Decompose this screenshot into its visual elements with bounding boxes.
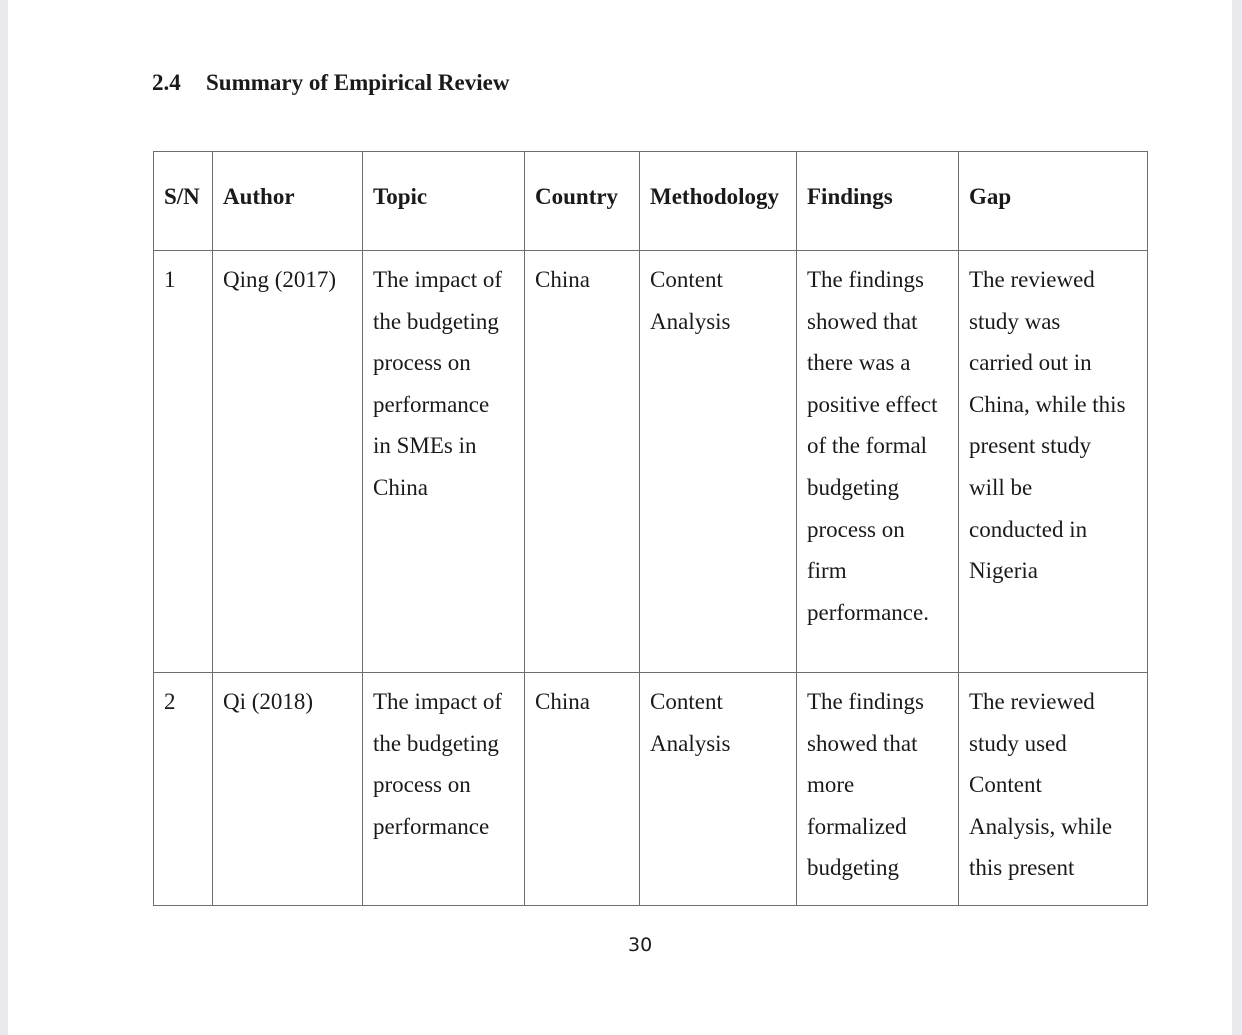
header-gap: Gap	[959, 152, 1148, 251]
header-author: Author	[213, 152, 363, 251]
cell-line: firm	[807, 558, 847, 584]
cell-line: The findings	[807, 689, 924, 714]
cell-line: positive effect	[807, 391, 938, 417]
empirical-review-table	[153, 151, 1148, 906]
cell-line: Content	[650, 689, 723, 714]
cell-line: the budgeting	[373, 730, 499, 756]
cell-gap	[959, 251, 1148, 673]
cell-line: process on	[807, 516, 905, 542]
cell-line: process on	[373, 772, 471, 798]
header-findings: Findings	[797, 152, 959, 251]
page-number: 30	[628, 934, 653, 956]
cell-topic	[363, 673, 525, 906]
cell-line: The impact of	[373, 689, 503, 714]
cell-line: Content	[650, 267, 723, 292]
table-header-row	[154, 152, 1148, 251]
cell-methodology	[640, 673, 797, 906]
cell-sn: 2	[154, 673, 213, 906]
cell-findings	[797, 673, 959, 906]
cell-line: present study	[969, 433, 1092, 459]
cell-line: study used	[969, 730, 1067, 756]
cell-line: of the formal	[807, 433, 928, 459]
document-page	[8, 0, 1232, 1035]
cell-line: will be	[969, 474, 1033, 500]
cell-line: more	[807, 772, 855, 798]
cell-line: The reviewed	[969, 689, 1095, 714]
cell-line: budgeting	[807, 855, 899, 881]
cell-author	[213, 673, 363, 906]
header-country: Country	[525, 152, 640, 251]
section-heading	[152, 70, 509, 96]
cell-line: China, while this	[969, 391, 1126, 417]
cell-line: The reviewed	[969, 267, 1095, 292]
cell-line: The findings	[807, 267, 924, 292]
cell-line: this present	[969, 855, 1075, 881]
cell-line: Analysis	[650, 308, 731, 334]
cell-line: performance	[373, 391, 490, 417]
section-title: Summary of Empirical Review	[206, 70, 510, 95]
cell-line: China	[373, 474, 428, 500]
cell-line: the budgeting	[373, 308, 499, 334]
cell-line: study was	[969, 308, 1061, 334]
header-methodology: Methodology	[640, 152, 797, 251]
cell-methodology	[640, 251, 797, 673]
cell-line: The impact of	[373, 267, 503, 292]
cell-line: there was a	[807, 350, 911, 376]
cell-line: budgeting	[807, 474, 899, 500]
cell-line: carried out in	[969, 350, 1092, 376]
cell-line: performance.	[807, 599, 929, 625]
cell-line: conducted in	[969, 516, 1088, 542]
cell-line: Content	[969, 772, 1042, 798]
cell-line: formalized	[807, 813, 907, 839]
cell-line: Analysis	[650, 730, 731, 756]
cell-findings	[797, 251, 959, 673]
cell-topic	[363, 251, 525, 673]
cell-author	[213, 251, 363, 673]
cell-author-text: Qi (2018)	[223, 689, 314, 714]
table-row	[154, 673, 1148, 906]
table-row	[154, 251, 1148, 673]
cell-author-text: Qing (2017)	[223, 267, 337, 292]
cell-line: showed that	[807, 730, 918, 756]
cell-line: Nigeria	[969, 558, 1038, 584]
cell-country: China	[525, 673, 640, 906]
header-sn: S/N	[154, 152, 213, 251]
cell-line: performance	[373, 813, 490, 839]
cell-line: showed that	[807, 308, 918, 334]
cell-country: China	[525, 251, 640, 673]
cell-line: in SMEs in	[373, 433, 477, 459]
cell-sn: 1	[154, 251, 213, 673]
section-number: 2.4	[152, 70, 181, 95]
cell-line: Analysis, while	[969, 813, 1113, 839]
cell-line: process on	[373, 350, 471, 376]
header-topic: Topic	[363, 152, 525, 251]
cell-gap	[959, 673, 1148, 906]
